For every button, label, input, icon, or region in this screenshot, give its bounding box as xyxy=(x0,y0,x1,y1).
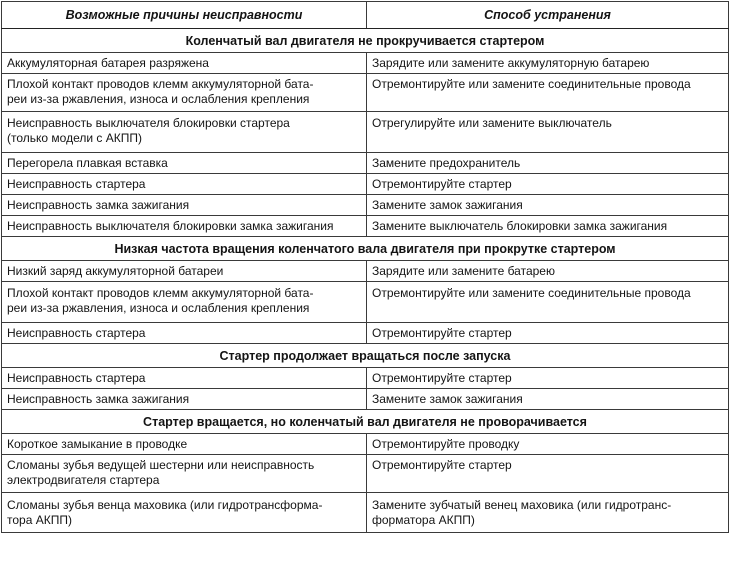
section-title: Стартер продолжает вращаться после запуска xyxy=(2,344,729,368)
section-row xyxy=(2,410,729,434)
table-row xyxy=(2,389,729,410)
cause-cell: Плохой контакт проводов клемм аккумуляторной бата- реи из-за ржавления, износа и ослабления крепления xyxy=(2,74,367,112)
remedy-cell: Замените зубчатый венец маховика (или гидротранс- форматора АКПП) xyxy=(367,493,729,533)
table-row xyxy=(2,493,729,533)
table-row xyxy=(2,53,729,74)
table-row xyxy=(2,261,729,282)
cause-cell: Неисправность выключателя блокировки замка зажигания xyxy=(2,216,367,237)
remedy-cell: Замените предохранитель xyxy=(367,153,729,174)
cause-cell: Неисправность замка зажигания xyxy=(2,389,367,410)
cause-cell: Аккумуляторная батарея разряжена xyxy=(2,53,367,74)
remedy-cell: Зарядите или замените батарею xyxy=(367,261,729,282)
remedy-cell: Замените выключатель блокировки замка зажигания xyxy=(367,216,729,237)
remedy-cell: Отремонтируйте стартер xyxy=(367,368,729,389)
section-row xyxy=(2,344,729,368)
table-row xyxy=(2,455,729,493)
section-row xyxy=(2,29,729,53)
remedy-cell: Отремонтируйте или замените соединительные провода xyxy=(367,74,729,112)
cause-cell: Сломаны зубья ведущей шестерни или неисправность электродвигателя стартера xyxy=(2,455,367,493)
cause-cell: Короткое замыкание в проводке xyxy=(2,434,367,455)
troubleshooting-table xyxy=(1,1,729,533)
section-title: Стартер вращается, но коленчатый вал двигателя не проворачивается xyxy=(2,410,729,434)
table-row xyxy=(2,282,729,323)
table-row xyxy=(2,174,729,195)
cause-cell: Низкий заряд аккумуляторной батареи xyxy=(2,261,367,282)
table-row xyxy=(2,74,729,112)
section-row xyxy=(2,237,729,261)
table-row xyxy=(2,368,729,389)
cause-cell: Сломаны зубья венца маховика (или гидротрансформа- тора АКПП) xyxy=(2,493,367,533)
remedy-cell: Отрегулируйте или замените выключатель xyxy=(367,112,729,153)
table-row xyxy=(2,216,729,237)
remedy-cell: Замените замок зажигания xyxy=(367,195,729,216)
remedy-cell: Зарядите или замените аккумуляторную батарею xyxy=(367,53,729,74)
cause-cell: Неисправность стартера xyxy=(2,368,367,389)
header-remedy: Способ устранения xyxy=(367,2,729,29)
table-row xyxy=(2,195,729,216)
header-cause: Возможные причины неисправности xyxy=(2,2,367,29)
cause-cell: Перегорела плавкая вставка xyxy=(2,153,367,174)
cause-cell: Неисправность стартера xyxy=(2,323,367,344)
table-row xyxy=(2,153,729,174)
cause-cell: Неисправность замка зажигания xyxy=(2,195,367,216)
section-title: Коленчатый вал двигателя не прокручивается стартером xyxy=(2,29,729,53)
remedy-cell: Отремонтируйте стартер xyxy=(367,455,729,493)
header-row xyxy=(2,2,729,29)
table-row xyxy=(2,434,729,455)
table-row xyxy=(2,323,729,344)
cause-cell: Плохой контакт проводов клемм аккумуляторной бата- реи из-за ржавления, износа и ослабления крепления xyxy=(2,282,367,323)
section-title: Низкая частота вращения коленчатого вала двигателя при прокрутке стартером xyxy=(2,237,729,261)
cause-cell: Неисправность выключателя блокировки стартера (только модели с АКПП) xyxy=(2,112,367,153)
remedy-cell: Отремонтируйте или замените соединительные провода xyxy=(367,282,729,323)
table-row xyxy=(2,112,729,153)
remedy-cell: Отремонтируйте проводку xyxy=(367,434,729,455)
remedy-cell: Отремонтируйте стартер xyxy=(367,174,729,195)
remedy-cell: Отремонтируйте стартер xyxy=(367,323,729,344)
cause-cell: Неисправность стартера xyxy=(2,174,367,195)
remedy-cell: Замените замок зажигания xyxy=(367,389,729,410)
